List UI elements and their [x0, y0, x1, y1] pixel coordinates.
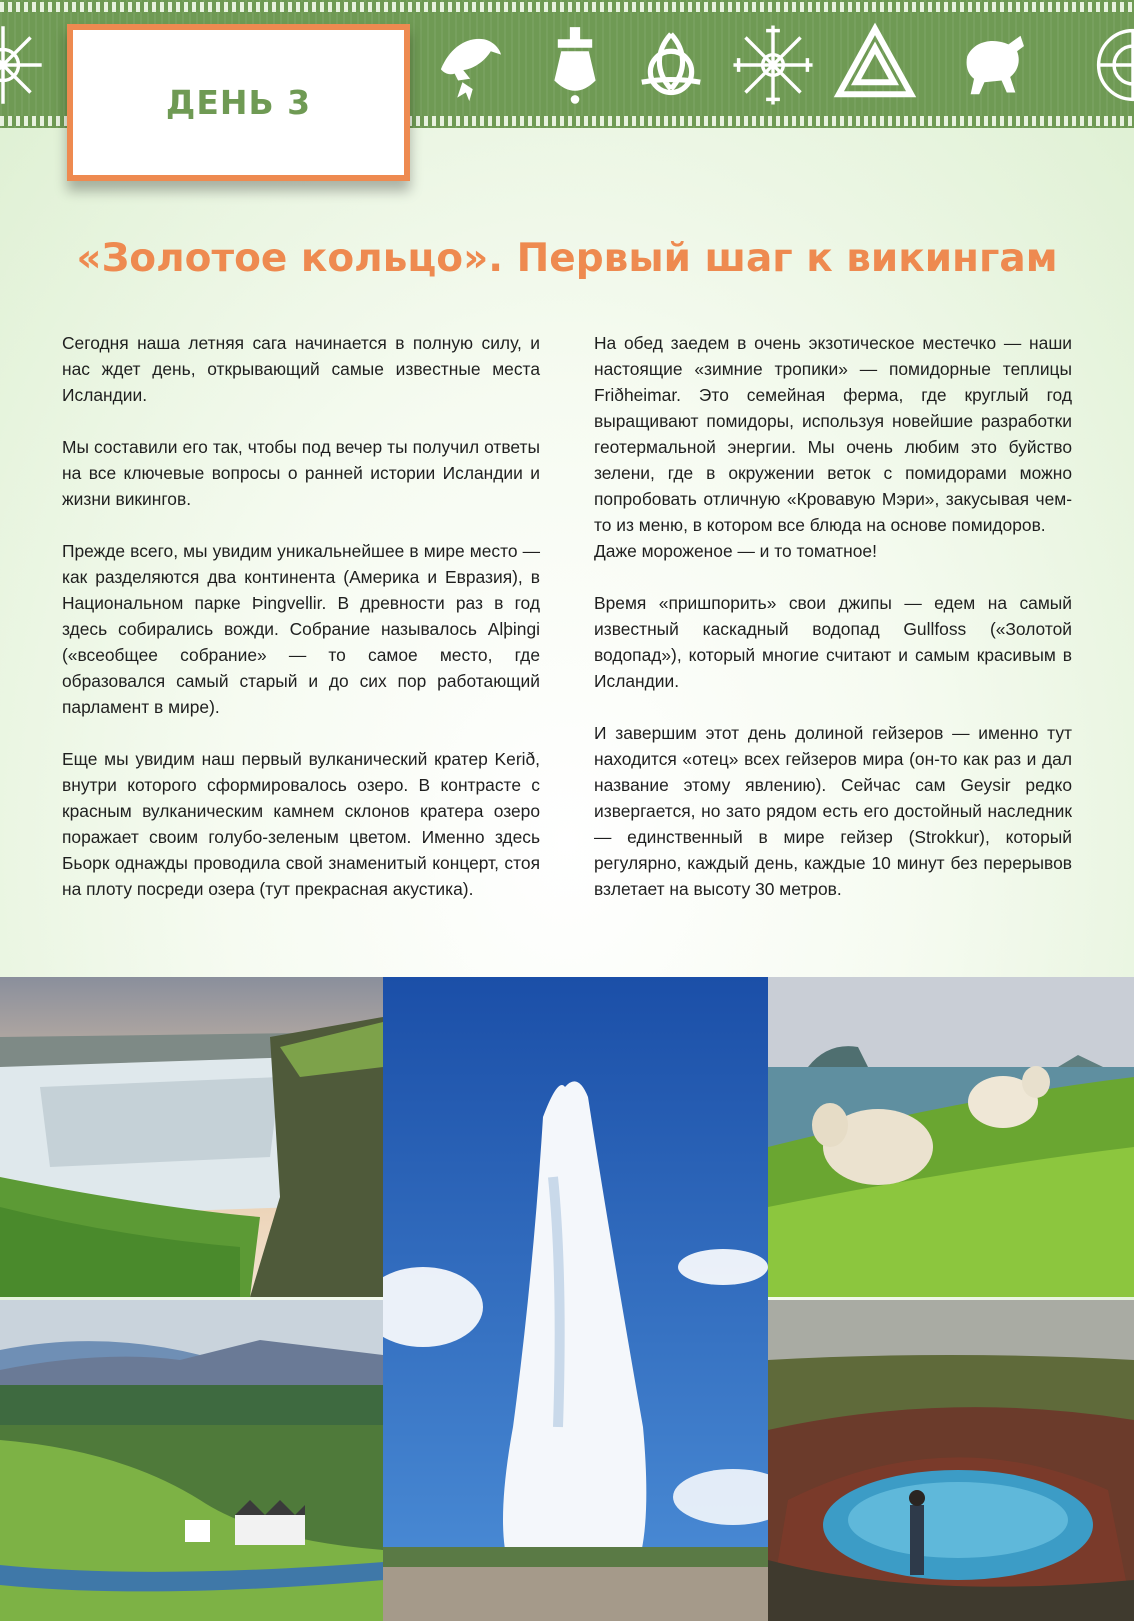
paragraph: Даже мороженое — и то томатное! [594, 541, 877, 561]
triquetra-icon [628, 22, 714, 108]
thingvellir-photo [0, 1300, 383, 1621]
sheep-photo [768, 977, 1134, 1297]
day-label-box [67, 24, 410, 181]
paragraph: Мы составили его так, чтобы под вечер ты получил ответы на все ключевые вопросы о ранней истории Исландии и жизни викингов. [62, 437, 540, 509]
paragraph: На обед заедем в очень экзотическое местечко — наши настоящие «зимние тропики» — помидорные теплицы Friðheimar. Это семейная ферма, где круглый год выращивают помидоры, используя новейшие разработки геотермальной энергии. Мы очень любим это буйство зелени, где в окружении веток с помидорами можно попробовать отличную «Кровавую Мэри», закусывая чем-то из меню, в котором все блюда на основе помидоров. [594, 333, 1072, 535]
paragraph: Еще мы увидим наш первый вулканический кратер Kerið, внутри которого сформировалось озеро. В контрасте с красным вулканическим камнем склонов кратера озеро поражает своим голубо-зеленым цветом. Именно здесь Бьорк однажды проводила свой знаменитый концерт, стоя на плоту посреди озера (тут прекрасная акустика). [62, 749, 540, 899]
banner-pattern-edge [0, 2, 1134, 12]
waterfall-photo [0, 977, 383, 1297]
thor-hammer-icon [532, 22, 618, 108]
page-title: «Золотое кольцо». Первый шаг к викингам [76, 236, 1058, 281]
sleipnir-icon [950, 22, 1036, 108]
paragraph: И завершим этот день долиной гейзеров — именно тут находится «отец» всех гейзеров мира (он-то как раз и дал название этому явлению). Сейчас сам Geysir редко извергается, но зато рядом есть его достойный наследник — единственный в мире гейзер (Strokkur), который регулярно, каждый день, каждые 10 минут без перерывов взлетает на высоту 30 метров. [594, 723, 1072, 899]
paragraph: Сегодня наша летняя сага начинается в полную силу, и нас ждет день, открывающий самые известные места Исландии. [62, 333, 540, 405]
paragraph: Прежде всего, мы увидим уникальнейшее в мире место — как разделяются два континента (Америка и Евразия), в Национальном парке Þingvellir. В древности раз в год здесь собирались вожди. Собрание называлось Alþingi («всеобщее собрание» — то самое место, где образовался самый старый и до сих пор работающий парламент в мире). [62, 541, 540, 717]
valknut-icon [832, 22, 918, 108]
geyser-photo [383, 977, 768, 1621]
left-text-column [62, 330, 540, 928]
compass-rune-icon [730, 22, 816, 108]
paragraph: Время «пришпорить» свои джипы — едем на самый известный каскадный водопад Gullfoss («Золотой водопад»), который многие считают и самым красивым в Исландии. [594, 593, 1072, 691]
raven-icon [428, 22, 514, 108]
day-label: ДЕНЬ 3 [165, 83, 312, 122]
vegvisir-icon [0, 22, 46, 108]
kerid-crater-photo [768, 1300, 1134, 1621]
rune-circle-icon [1090, 22, 1134, 108]
right-text-column [594, 330, 1072, 928]
